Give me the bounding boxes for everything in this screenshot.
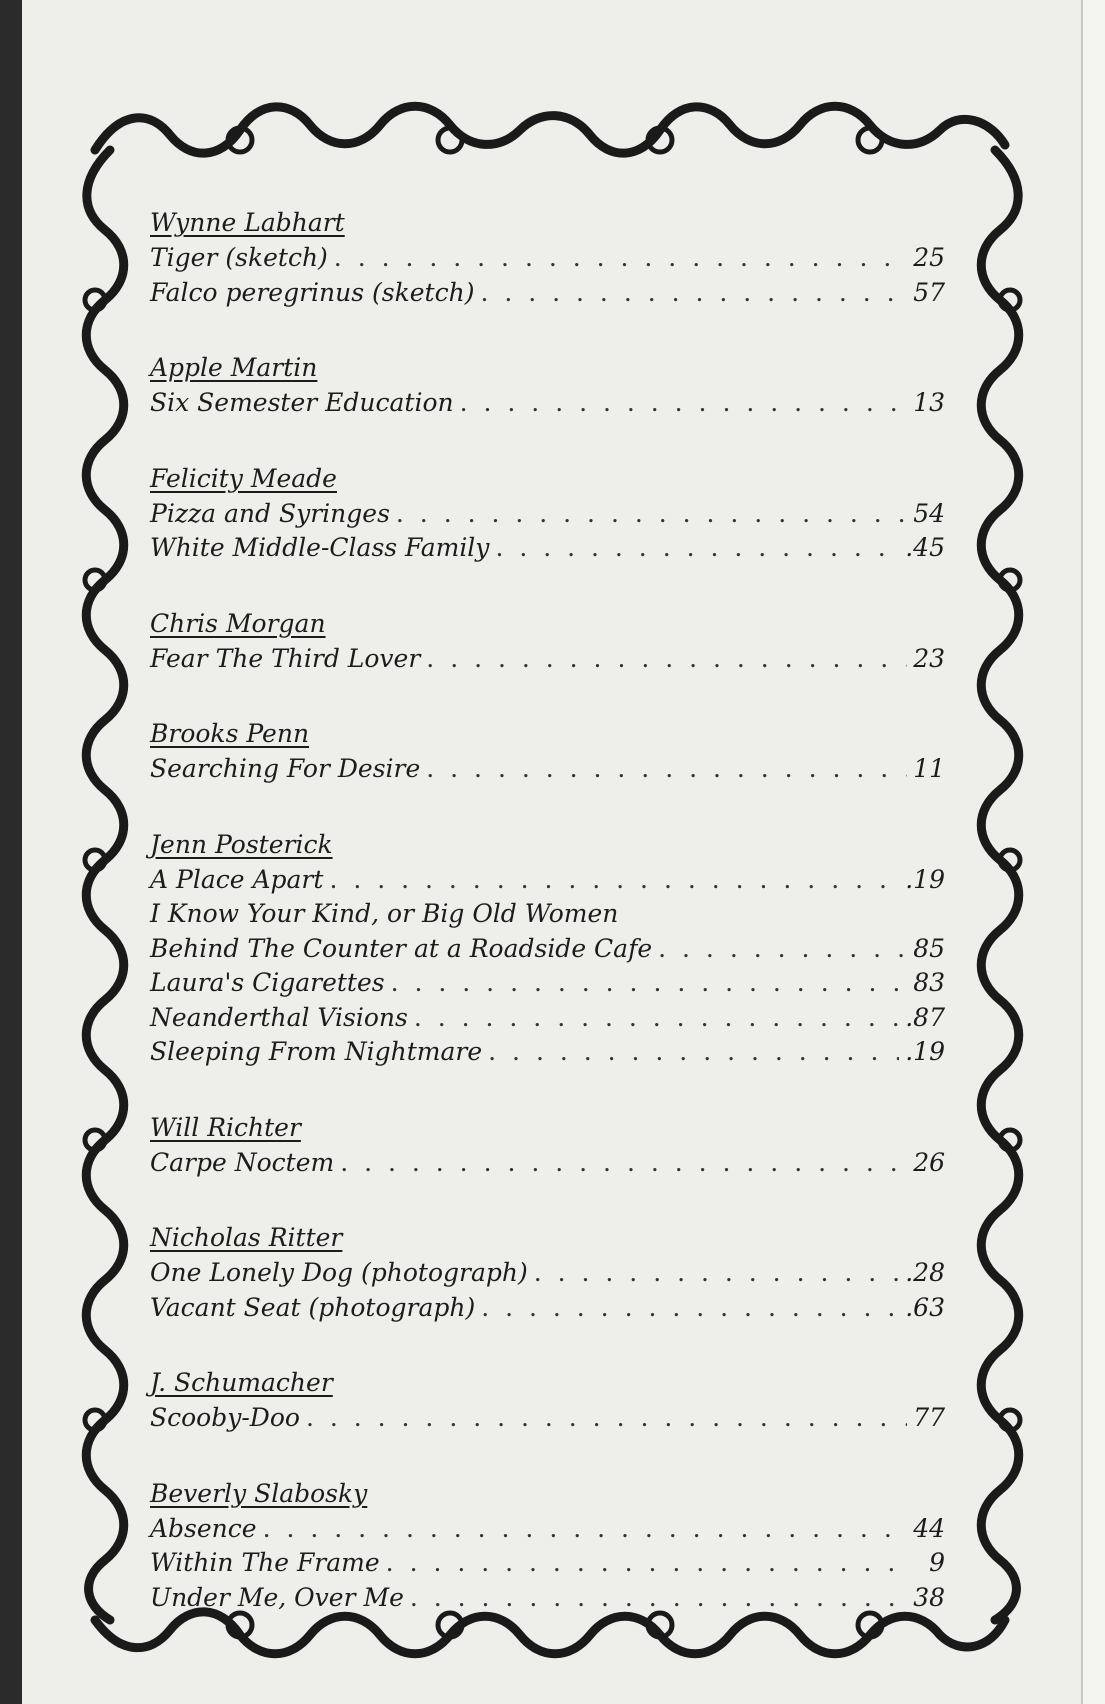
contents-entry [150, 1035, 945, 1070]
contents-entry [150, 1546, 945, 1581]
page-number: 83 [913, 968, 945, 997]
entry-title: Falco peregrinus (sketch) [150, 277, 475, 307]
page-number: 54 [913, 498, 945, 528]
page-number: 26 [913, 1147, 945, 1177]
author-block [150, 716, 945, 787]
author-block [150, 205, 945, 310]
contents-entry [150, 1291, 945, 1326]
contents-entry [150, 386, 945, 421]
contents-entry [150, 276, 945, 311]
page-number: 13 [913, 388, 945, 417]
entry-title: One Lonely Dog (photograph) [150, 1258, 528, 1287]
page-number: .63 [905, 1292, 945, 1322]
entry-title: Searching For Desire [150, 754, 421, 783]
author-name: Jenn Posterick [150, 829, 333, 859]
dot-leader [480, 276, 907, 311]
author-name: Chris Morgan [150, 608, 326, 638]
dot-leader [306, 1401, 907, 1436]
author-name: Beverly Slabosky [150, 1478, 368, 1508]
contents-entry [150, 241, 945, 276]
entry-title: Fear The Third Lover [150, 643, 421, 673]
author-name: Brooks Penn [150, 719, 310, 748]
page-number: 57 [913, 277, 945, 307]
entry-title: Sleeping From Nightmare [150, 1037, 483, 1066]
contents-entry [150, 1401, 945, 1436]
page-number: 25 [913, 243, 945, 272]
page-number: 38 [913, 1582, 945, 1612]
dot-leader [534, 1256, 900, 1291]
author-block [150, 350, 945, 421]
dot-leader [410, 1581, 907, 1616]
dot-leader [329, 863, 899, 898]
dot-leader [386, 1546, 909, 1581]
entry-title: Pizza and Syringes [150, 498, 390, 528]
entry-title: Under Me, Over Me [150, 1582, 404, 1612]
author-name: Will Richter [150, 1112, 301, 1142]
contents-entry [150, 1001, 945, 1036]
entry-title: Six Semester Education [150, 388, 454, 417]
entry-title: Neanderthal Visions [150, 1002, 408, 1032]
page-number: .19 [905, 1037, 945, 1066]
contents-entry [150, 1512, 945, 1547]
dot-leader [426, 642, 907, 677]
author-name: Nicholas Ritter [150, 1223, 343, 1252]
author-block [150, 1220, 945, 1325]
dot-leader [340, 1146, 907, 1181]
page-number: 77 [913, 1403, 945, 1432]
page-number: 9 [929, 1548, 945, 1577]
dot-leader [263, 1512, 908, 1547]
author-name: Apple Martin [150, 353, 318, 382]
dot-leader [414, 1001, 899, 1036]
author-block [150, 606, 945, 677]
entry-title: Behind The Counter at a Roadside Cafe [150, 933, 653, 963]
entry-title: Vacant Seat (photograph) [150, 1292, 476, 1322]
author-name: Felicity Meade [150, 463, 337, 493]
right-scroll [981, 150, 1019, 1620]
page-number: 85 [913, 933, 945, 963]
dot-leader [391, 966, 908, 1001]
contents-entry [150, 966, 945, 1001]
page-number: .19 [905, 864, 945, 894]
contents-entry [150, 1256, 945, 1291]
author-block [150, 461, 945, 566]
entry-title: A Place Apart [150, 864, 324, 894]
entry-title: I Know Your Kind, or Big Old Women [150, 899, 619, 928]
page-number: .45 [905, 533, 945, 562]
contents-entry [150, 1581, 945, 1616]
author-name: Wynne Labhart [150, 208, 345, 237]
author-block [150, 1365, 945, 1436]
dot-leader [426, 752, 907, 787]
dot-leader [488, 1035, 899, 1070]
page-number: 44 [913, 1513, 945, 1543]
author-block [150, 1110, 945, 1181]
entry-title: Carpe Noctem [150, 1147, 335, 1177]
page-number: 11 [913, 754, 945, 783]
dot-leader [396, 497, 907, 532]
dot-leader [334, 241, 907, 276]
page-number: .87 [905, 1002, 945, 1032]
entry-title: Absence [150, 1513, 257, 1543]
entry-title: White Middle-Class Family [150, 533, 490, 562]
author-block [150, 827, 945, 1070]
contents-entry [150, 642, 945, 677]
author-name: J. Schumacher [150, 1368, 333, 1397]
entry-title: Tiger (sketch) [150, 243, 328, 272]
contents-entry [150, 1146, 945, 1181]
page-number: .28 [905, 1258, 945, 1287]
contents-list [150, 205, 945, 1655]
entry-title: Laura's Cigarettes [150, 968, 385, 997]
contents-entry [150, 863, 945, 898]
entry-title: Scooby-Doo [150, 1403, 300, 1432]
contents-entry [150, 932, 945, 967]
dot-leader [481, 1291, 899, 1326]
dot-leader [658, 932, 907, 967]
left-scroll [86, 150, 124, 1620]
page-number: 23 [913, 643, 945, 673]
contents-entry [150, 752, 945, 787]
entry-title: Within The Frame [150, 1548, 380, 1577]
dot-leader [460, 386, 908, 421]
contents-entry [150, 897, 945, 932]
dot-leader [495, 531, 899, 566]
contents-entry [150, 531, 945, 566]
contents-entry [150, 497, 945, 532]
author-block [150, 1476, 945, 1616]
